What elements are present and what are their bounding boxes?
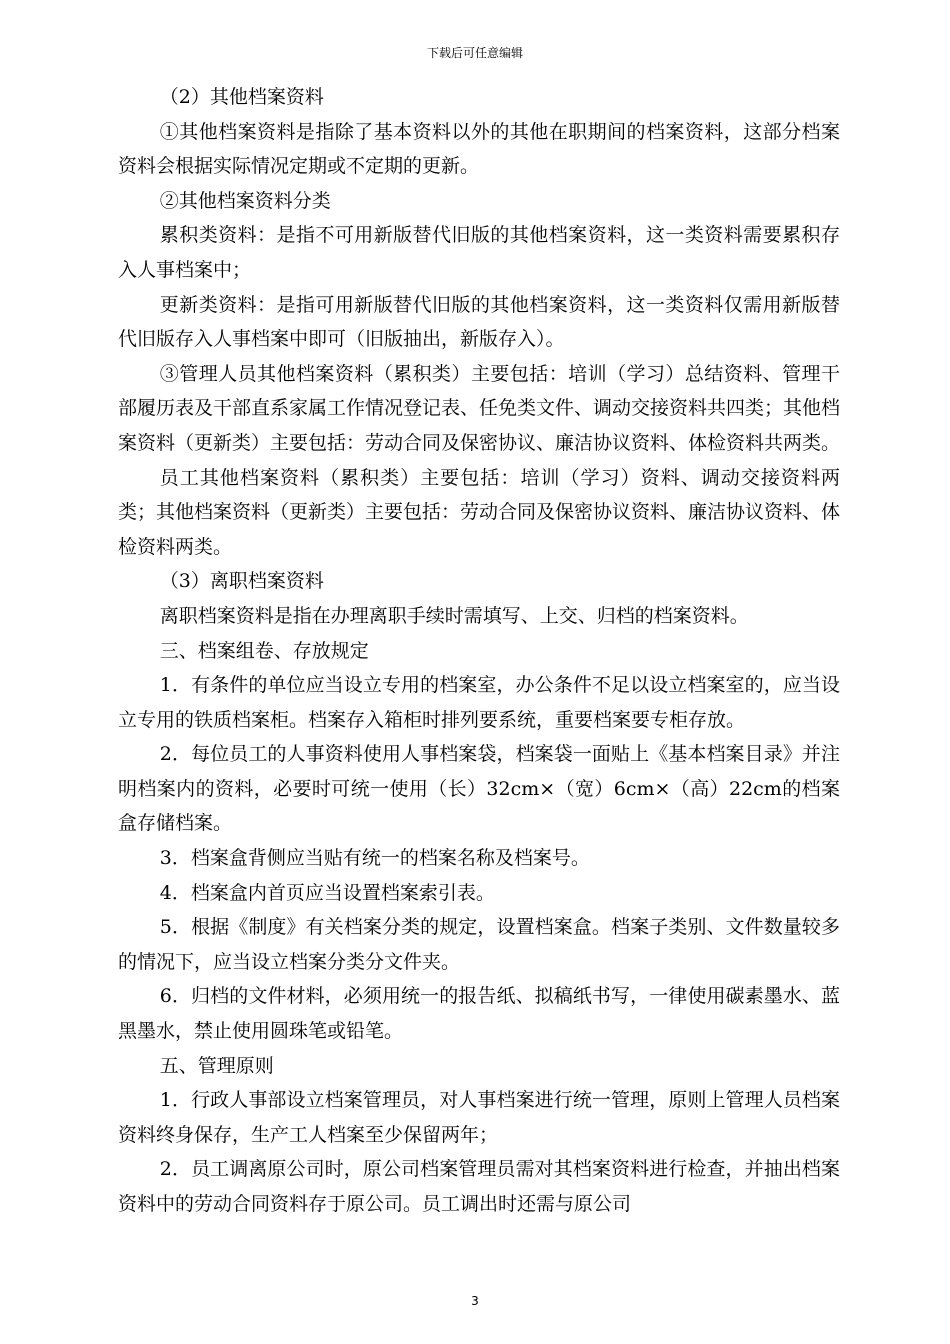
paragraph-heading-other-archives: （2）其他档案资料 xyxy=(159,86,324,108)
paragraph-heading-resignation: （3）离职档案资料 xyxy=(159,570,324,593)
paragraph: 员工其他档案资料（累积类）主要包括：培训（学习）资料、调动交接资料两类；其他档案资料（更新类）主要包括：劳动合同及保密协议资料、廉洁协议资料、体检资料两类。 xyxy=(118,466,841,558)
paragraph: ①其他档案资料是指除了基本资料以外的其他在职期间的档案资料，这部分档案资料会根据实际情况定期或不定期的更新。 xyxy=(118,120,840,178)
paragraph: 更新类资料：是指可用新版替代旧版的其他档案资料，这一类资料仅需用新版替代旧版存入人事档案中即可（旧版抽出，新版存入）。 xyxy=(118,293,840,351)
list-item: 1．有条件的单位应当设立专用的档案室，办公条件不足以设立档案室的，应当设立专用的铁质档案柜。档案存入箱柜时排列要系统，重要档案要专柜存放。 xyxy=(118,674,840,731)
paragraph: 累积类资料：是指不可用新版替代旧版的其他档案资料，这一类资料需要累积存入人事档案中； xyxy=(118,224,840,281)
paragraph-heading-classification: ②其他档案资料分类 xyxy=(159,189,331,212)
section-heading-filing: 三、档案组卷、存放规定 xyxy=(159,639,369,662)
document-body xyxy=(118,80,840,1222)
paragraph: 离职档案资料是指在办理离职手续时需填写、上交、归档的档案资料。 xyxy=(159,604,749,627)
list-item: 1．行政人事部设立档案管理员，对人事档案进行统一管理，原则上管理人员档案资料终身保存，生产工人档案至少保留两年； xyxy=(118,1089,840,1146)
list-item: 3．档案盒背侧应当贴有统一的档案名称及档案号。 xyxy=(159,847,590,870)
list-item: 6．归档的文件材料，必须用统一的报告纸、拟稿纸书写，一律使用碳素墨水、蓝黑墨水，禁止使用圆珠笔或铅笔。 xyxy=(118,985,840,1043)
list-item: 5．根据《制度》有关档案分类的规定，设置档案盒。档案子类别、文件数量较多的情况下，应当设立档案分类分文件夹。 xyxy=(118,916,840,973)
page-number: 3 xyxy=(471,1294,479,1308)
list-item: 2．员工调离原公司时，原公司档案管理员需对其档案资料进行检查，并抽出档案资料中的劳动合同资料存于原公司。员工调出时还需与原公司 xyxy=(118,1158,840,1215)
paragraph: ③管理人员其他档案资料（累积类）主要包括：培训（学习）总结资料、管理干部履历表及干部直系家属工作情况登记表、任免类文件、调动交接资料共四类；其他档案资料（更新类）主要包括：劳动合同及保密协议、廉洁协议资料、体检资料共两类。 xyxy=(118,362,841,454)
page-header: 下载后可任意编辑 xyxy=(426,46,523,60)
list-item: 2．每位员工的人事资料使用人事档案袋，档案袋一面贴上《基本档案目录》并注明档案内的资料，必要时可统一使用（长）32cm×（宽）6cm×（高）22cm的档案盒存储档案。 xyxy=(118,743,840,835)
section-heading-principles: 五、管理原则 xyxy=(159,1054,274,1077)
list-item: 4．档案盒内首页应当设置档案索引表。 xyxy=(159,881,495,904)
